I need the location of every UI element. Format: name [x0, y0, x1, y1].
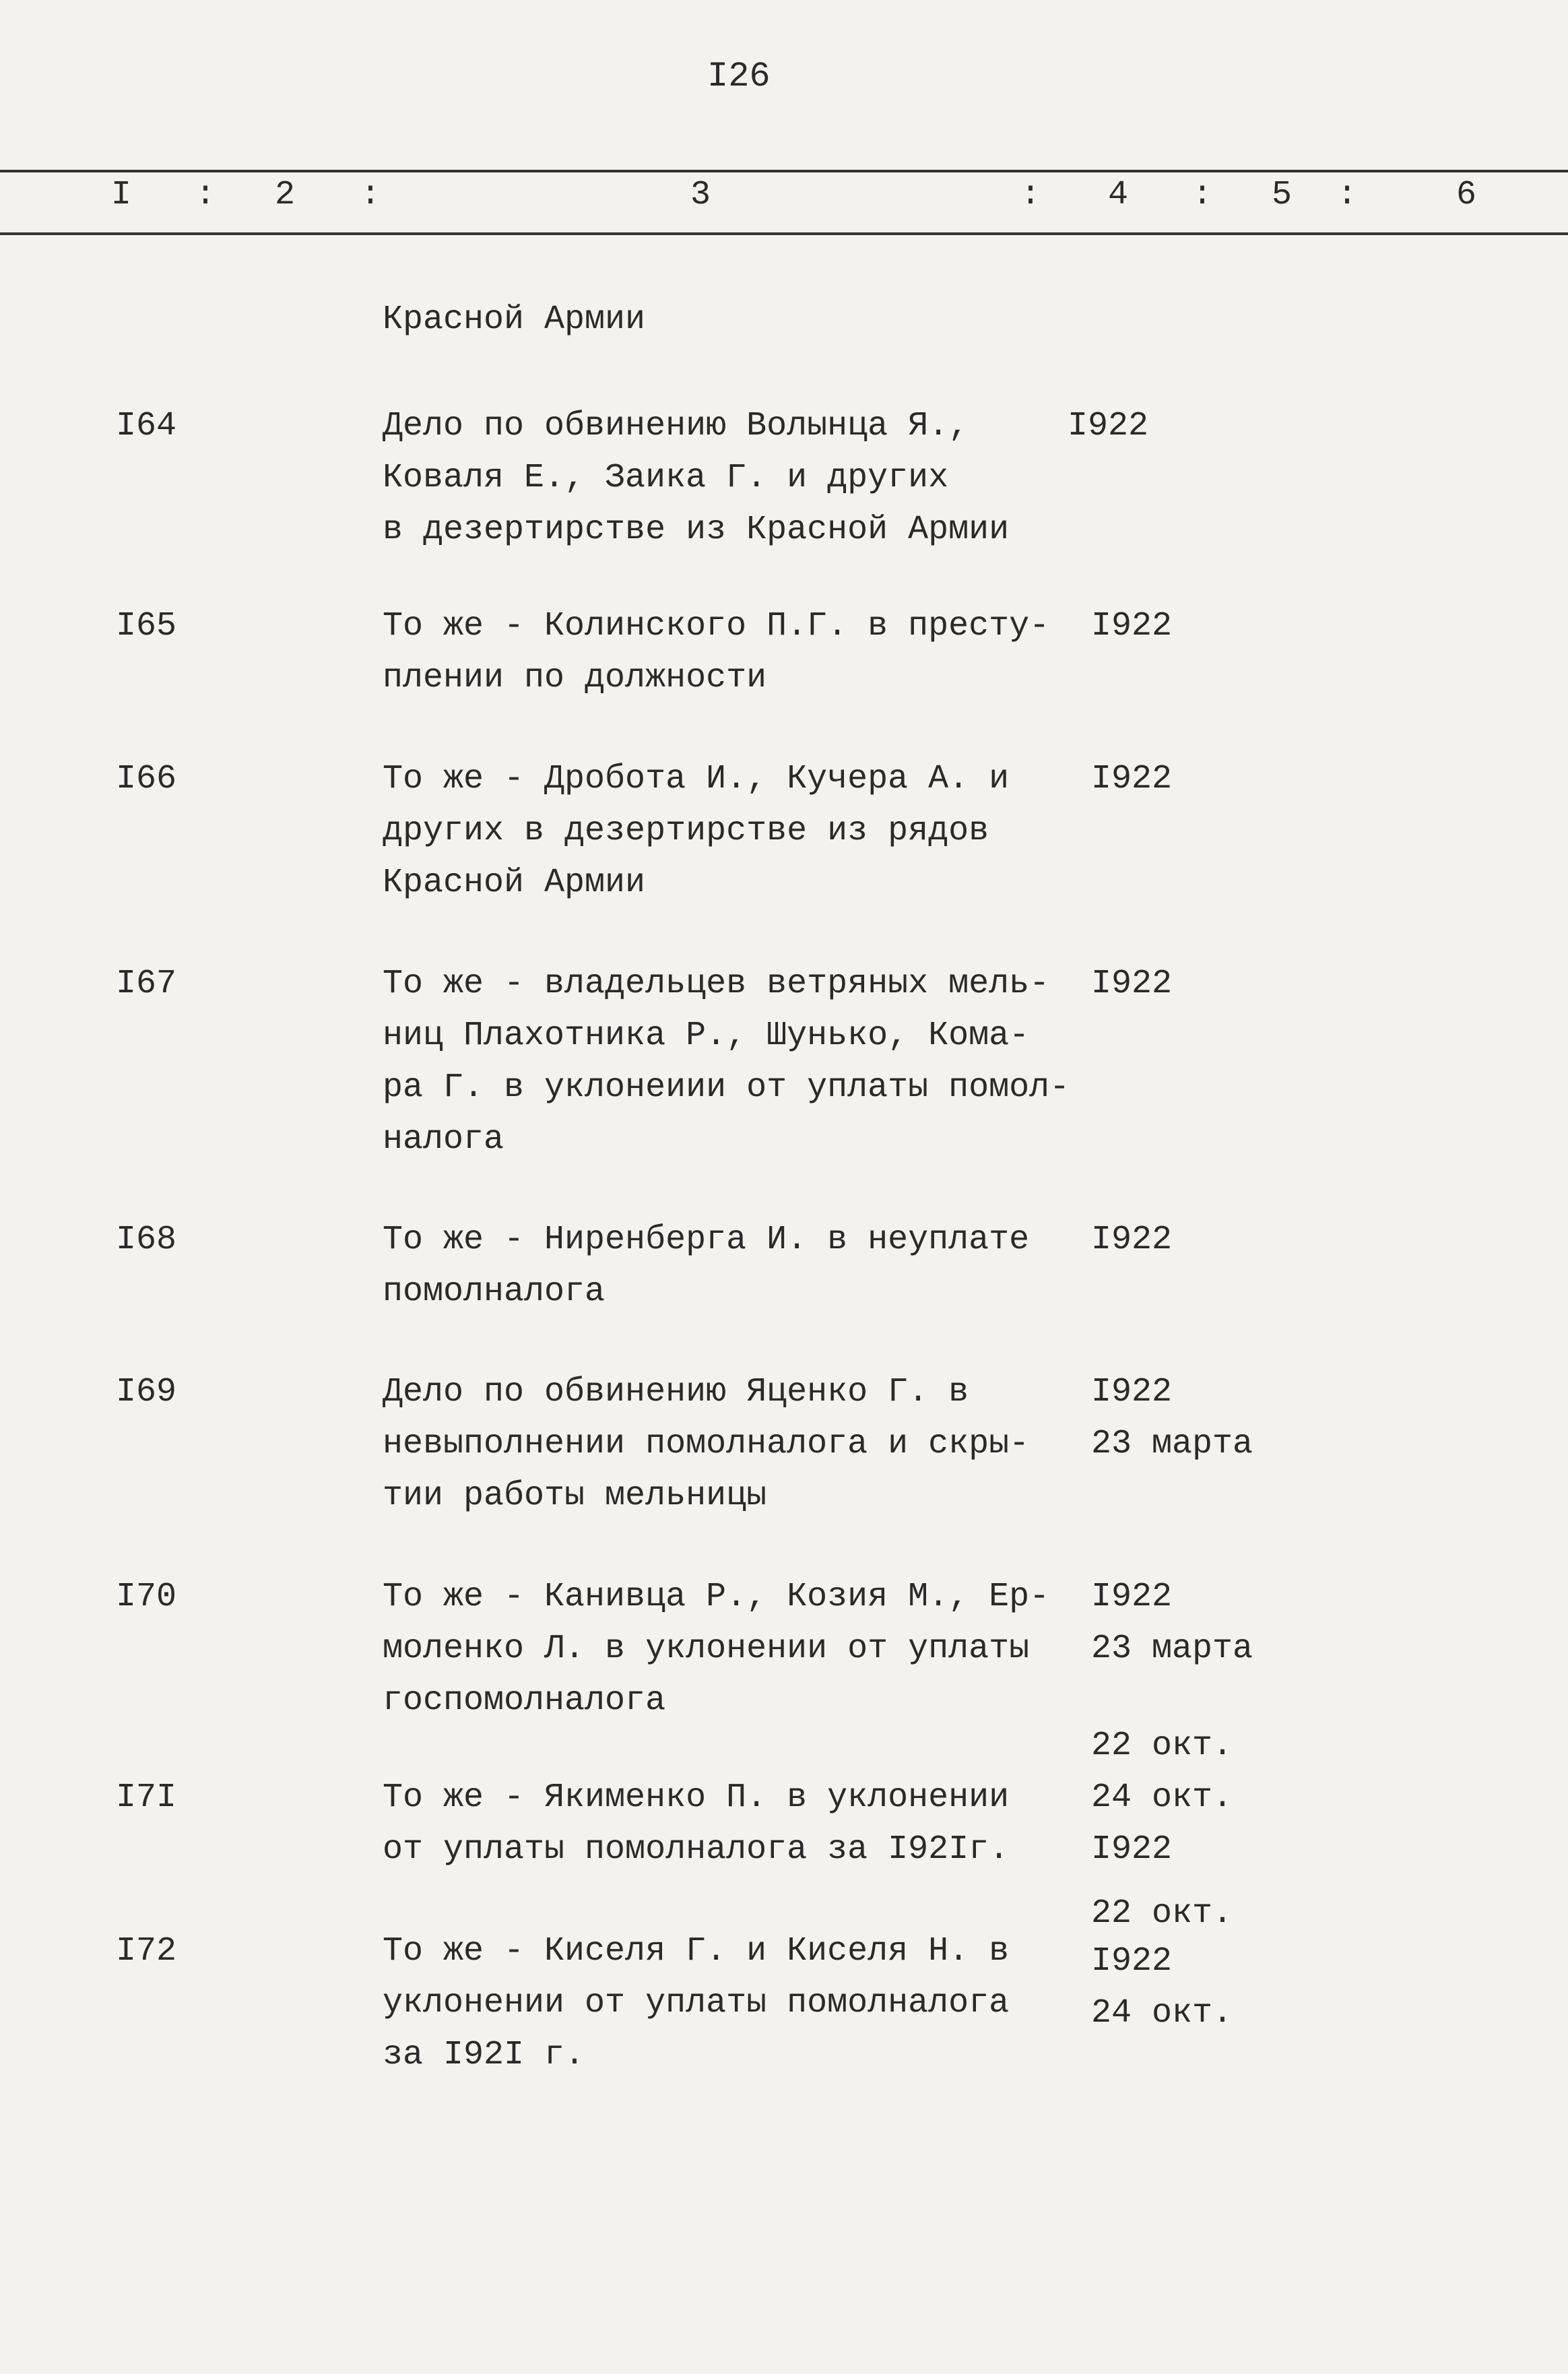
entry-number: I66	[116, 760, 177, 798]
entry-number: I70	[116, 1578, 177, 1616]
column-separator: :	[1337, 176, 1358, 214]
entry-dates: I922	[1091, 965, 1173, 1003]
column-header-6: 6	[1456, 176, 1477, 214]
header-rule-top	[0, 170, 1568, 172]
entry-description: Дело по обвинению Волынца Я., Коваля Е., Заика Г. и других в дезертирстве из Красной Армии	[383, 407, 1010, 549]
header-rule-bottom	[0, 232, 1568, 235]
column-separator: :	[360, 176, 381, 214]
column-header-4: 4	[1108, 176, 1129, 214]
column-header-2: 2	[275, 176, 296, 214]
entry-dates: I922 23 марта	[1091, 1373, 1253, 1463]
entry-description: То же - Колинского П.Г. в престу- плении по должности	[383, 607, 1050, 697]
entry-number: I67	[116, 965, 177, 1003]
column-separator: :	[195, 176, 216, 214]
entry-dates: I922	[1091, 760, 1173, 798]
entry-number: I64	[116, 407, 177, 445]
entry-description: То же - Киселя Г. и Киселя Н. в уклонении от уплаты помолналога за I92I г.	[383, 1932, 1010, 2074]
column-header-5: 5	[1272, 176, 1293, 214]
continuation-text: Красной Армии	[383, 300, 646, 339]
entry-dates: 22 окт. 24 окт. I922	[1091, 1727, 1233, 1869]
entry-description: То же - Дробота И., Кучера А. и других в дезертирстве из рядов Красной Армии	[383, 760, 1010, 902]
entry-dates: I922 23 марта	[1091, 1578, 1253, 1668]
column-header-1: I	[111, 176, 132, 214]
entry-dates: I922	[1068, 407, 1149, 445]
column-separator: :	[1192, 176, 1213, 214]
entry-number: I7I	[116, 1778, 177, 1817]
entry-number: I69	[116, 1373, 177, 1411]
page-number: I26	[707, 57, 771, 96]
column-header-3: 3	[690, 176, 711, 214]
column-separator: :	[1020, 176, 1041, 214]
entry-number: I72	[116, 1932, 177, 1970]
entry-number: I68	[116, 1221, 177, 1259]
entry-dates: I922	[1091, 1221, 1173, 1259]
entry-description: То же - владельцев ветряных мель- ниц Плахотника Р., Шунько, Кома- ра Г. в уклонеиии от уплаты помол- налога	[383, 965, 1070, 1159]
entry-description: Дело по обвинению Яценко Г. в невыполнении помолналога и скры- тии работы мельницы	[383, 1373, 1030, 1515]
entry-dates: I922	[1091, 607, 1173, 645]
entry-dates: 22 окт. I922 24 окт.	[1091, 1894, 1233, 2032]
entry-description: То же - Канивца Р., Козия М., Ер- моленко Л. в уклонении от уплаты госпомолналога	[383, 1578, 1050, 1720]
entry-number: I65	[116, 607, 177, 645]
entry-description: То же - Ниренберга И. в неуплате помолналога	[383, 1221, 1030, 1311]
entry-description: То же - Якименко П. в уклонении от уплаты помолналога за I92Iг.	[383, 1778, 1010, 1869]
